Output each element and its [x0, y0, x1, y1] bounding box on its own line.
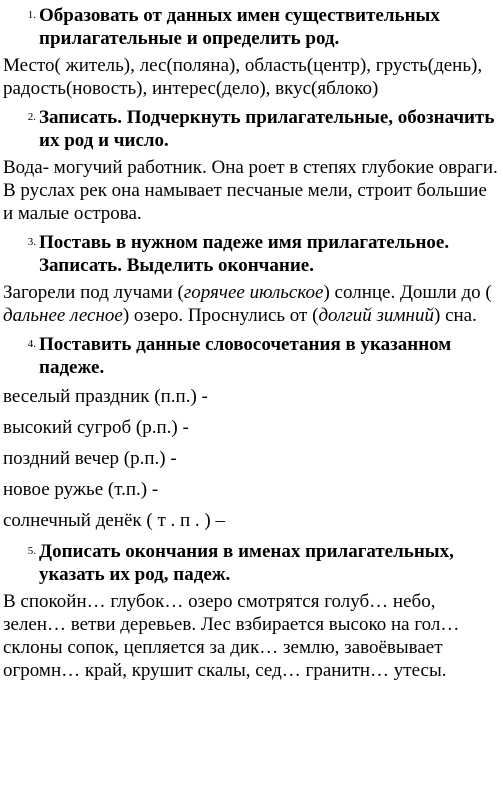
task-4-heading — [3, 333, 501, 379]
task-3-number: 3. — [27, 236, 36, 248]
task-3-text-part-4: ) сна. — [434, 305, 477, 326]
task-2-number: 2. — [27, 111, 36, 123]
task-1-heading — [3, 4, 501, 50]
task-2-text: Вода- могучий работник. Она роет в степях глубокие овраги. В руслах рек она намывает песчаные мели, строит большие и малые острова. — [3, 157, 498, 224]
task-1-number: 1. — [27, 9, 36, 21]
task-1-title: Образовать от данных имен существительных прилагательные и определить род. — [39, 5, 440, 49]
task-2-heading — [3, 106, 501, 152]
task-4-number: 4. — [27, 338, 36, 350]
task-5-text: В спокойн… глубок… озеро смотрятся голуб… небо, зелен… ветви деревьев. Лес взбирается высоко на гол… склоны сопок, цепляется за дик… землю, завоёвывает огромн… край, крушит скалы, сед… гранитн… утесы. — [3, 591, 460, 681]
list-item: поздний вечер (р.п.) - — [3, 448, 177, 469]
task-3-heading — [3, 231, 501, 277]
task-3-title: Поставь в нужном падеже имя прилагательное. Записать. Выделить окончание. — [39, 232, 450, 276]
task-1-text: Место( житель), лес(поляна), область(центр), грусть(день), радость(новость), интерес(дело), вкус(яблоко) — [3, 55, 483, 99]
task-3-italic-3: долгий зимний — [318, 305, 434, 326]
task-5-number: 5. — [27, 545, 36, 557]
task-5-heading — [3, 540, 501, 586]
list-item: высокий сугроб (р.п.) - — [3, 417, 189, 438]
task-3-italic-2: дальнее лесное — [3, 305, 123, 326]
list-item: солнечный денёк ( т . п . ) – — [3, 510, 226, 531]
task-3-text-part-3: ) озеро. Проснулись от ( — [122, 305, 319, 326]
list-item: новое ружье (т.п.) - — [3, 479, 159, 500]
task-3-text-part-1: Загорели под лучами ( — [3, 282, 184, 303]
task-3-italic-1: горячее июльское — [183, 282, 324, 303]
task-3-text-part-2: ) солнце. Дошли до ( — [323, 282, 492, 303]
task-4-title: Поставить данные словосочетания в указанном падеже. — [39, 334, 452, 378]
task-5-title: Дописать окончания в именах прилагательных, указать их род, падеж. — [39, 541, 454, 585]
list-item: веселый праздник (п.п.) - — [3, 386, 208, 407]
task-3-text — [3, 281, 501, 327]
task-2-title: Записать. Подчеркнуть прилагательные, обозначить их род и число. — [39, 107, 495, 151]
